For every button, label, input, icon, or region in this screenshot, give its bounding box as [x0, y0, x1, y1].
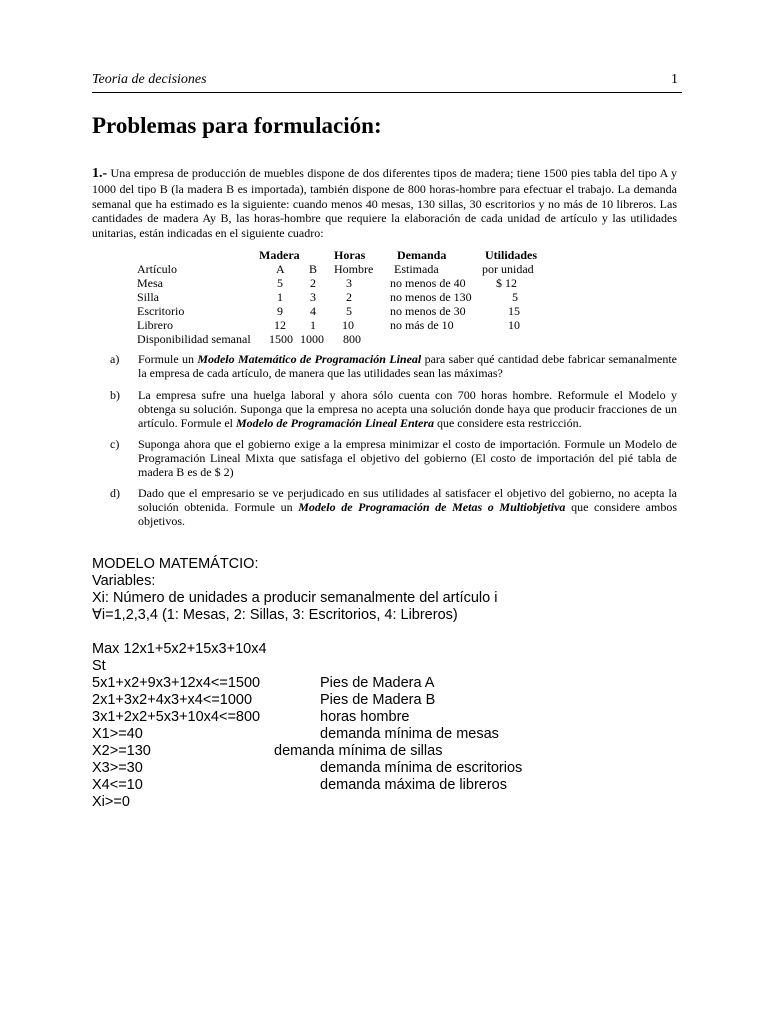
constraint-expression: 3x1+2x2+5x3+10x4<=800 — [92, 709, 261, 725]
constraint-description: Pies de Madera B — [320, 692, 436, 708]
constraint-expression: X2>=130 — [92, 743, 151, 759]
cell-horas: 5 — [346, 304, 352, 318]
question-letter: a) — [110, 352, 120, 366]
subject-to: St — [92, 658, 106, 674]
cell-utilidad: $ 12 — [496, 276, 517, 290]
th-b: B — [309, 262, 318, 276]
page-title: Problemas para formulación: — [92, 113, 382, 138]
variables-label: Variables: — [92, 573, 156, 589]
question-d — [110, 486, 677, 529]
cell-disponibilidad-label: Disponibilidad semanal — [137, 332, 251, 346]
constraint-description: Pies de Madera A — [320, 675, 435, 691]
nonnegativity-constraint: Xi>=0 — [92, 794, 130, 810]
cell-a: 5 — [277, 276, 283, 290]
question-c — [110, 437, 677, 480]
th-madera: Madera — [259, 248, 300, 262]
th-horas: Horas — [334, 248, 366, 262]
cell-horas: 10 — [342, 318, 354, 332]
page-number: 1 — [671, 72, 678, 87]
cell-b: 4 — [310, 304, 316, 318]
constraint-description: demanda mínima de mesas — [320, 726, 499, 742]
question-text: La empresa sufre una huelga laboral y ahora sólo cuenta con 700 horas hombre. Reformule el Modelo y obtenga su solución. Suponga que la empresa no acepta una solución donde haya que producir fracciones de un artículo. Formule el Modelo de Programación Lineal Entera que considere esta restricción. — [138, 388, 677, 431]
constraint-expression: 5x1+x2+9x3+12x4<=1500 — [92, 675, 261, 691]
cell-disponibilidad-horas: 800 — [343, 332, 361, 346]
question-a — [110, 352, 677, 380]
cell-disponibilidad-b: 1000 — [300, 332, 324, 346]
question-text: Formule un Modelo Matemático de Programación Lineal para saber qué cantidad debe fabricar semanalmente la empresa de cada artículo, de manera que las utilidades sean las máximas? — [138, 352, 678, 381]
model-heading: MODELO MATEMÁTCIO: — [92, 556, 259, 572]
question-text: Suponga ahora que el gobierno exige a la empresa minimizar el costo de importación. Formule un Modelo de Programación Lineal Mixta que satisfaga el objetivo del gobierno (El costo de importación del pié tabla de madera B es de $ 2) — [138, 437, 677, 480]
question-text: Dado que el empresario se ve perjudicado en sus utilidades al satisfacer el objetivo del gobierno, no acepta la solución obtenida. Formule un Modelo de Programación de Metas o Multiobjetiva que considere ambos objetivos. — [138, 486, 677, 529]
cell-utilidad: 15 — [508, 304, 520, 318]
cell-demanda: no menos de 30 — [390, 304, 466, 318]
cell-demanda: no menos de 130 — [390, 290, 472, 304]
cell-disponibilidad-a: 1500 — [269, 332, 293, 346]
constraint-description: demanda mínima de sillas — [274, 743, 443, 759]
cell-b: 2 — [310, 276, 316, 290]
cell-utilidad: 10 — [508, 318, 520, 332]
cell-utilidad: 5 — [512, 290, 518, 304]
index-definition: ∀i=1,2,3,4 (1: Mesas, 2: Sillas, 3: Escritorios, 4: Libreros) — [92, 607, 458, 623]
constraint-expression: X3>=30 — [92, 760, 143, 776]
objective-function: Max 12x1+5x2+15x3+10x4 — [92, 641, 267, 657]
constraint-description: demanda máxima de libreros — [320, 777, 507, 793]
question-letter: b) — [110, 388, 120, 402]
th-hombre: Hombre — [334, 262, 374, 276]
th-articulo: Artículo — [137, 262, 177, 276]
th-demanda: Demanda — [397, 248, 447, 262]
cell-b: 1 — [310, 318, 316, 332]
question-b — [110, 388, 677, 431]
constraint-expression: X4<=10 — [92, 777, 143, 793]
cell-demanda: no más de 10 — [390, 318, 454, 332]
constraint-expression: X1>=40 — [92, 726, 143, 742]
constraint-description: demanda mínima de escritorios — [320, 760, 523, 776]
constraint-expression: 2x1+3x2+4x3+x4<=1000 — [92, 692, 253, 708]
question-letter: c) — [110, 437, 120, 451]
constraint-description: horas hombre — [320, 709, 410, 725]
cell-horas: 3 — [346, 276, 352, 290]
cell-articulo: Mesa — [137, 276, 163, 290]
cell-horas: 2 — [346, 290, 352, 304]
cell-articulo: Silla — [137, 290, 160, 304]
cell-b: 3 — [310, 290, 316, 304]
problem-intro: Una empresa de producción de muebles dispone de dos diferentes tipos de madera; tiene 1500 pies tabla del tipo A y 1000 del tipo B (la madera B es importada), también dispone de 800 horas-hombre para efectuar el trabajo. La demanda semanal que ha estimado es la siguiente: cuando menos 40 mesas, 130 sillas, 30 escritorios y no más de 10 libreros. Las cantidades de madera Ay B, las horas-hombre que requiere la elaboración de cada unidad de artículo y las utilidades unitarias, están indicadas en el siguiente cuadro: — [92, 166, 678, 241]
cell-a: 12 — [274, 318, 286, 332]
cell-a: 9 — [277, 304, 283, 318]
question-letter: d) — [110, 486, 120, 500]
variable-definition: Xi: Número de unidades a producir semanalmente del artículo i — [92, 590, 498, 606]
th-estimada: Estimada — [394, 262, 439, 276]
cell-a: 1 — [277, 290, 283, 304]
cell-articulo: Escritorio — [137, 304, 185, 318]
problem-number: 1.- — [92, 166, 108, 181]
th-por-unidad: por unidad — [482, 262, 534, 276]
header-title: Teoria de decisiones — [92, 72, 207, 87]
th-utilidades: Utilidades — [485, 248, 538, 262]
th-a: A — [276, 262, 285, 276]
cell-articulo: Librero — [137, 318, 173, 332]
cell-demanda: no menos de 40 — [390, 276, 466, 290]
